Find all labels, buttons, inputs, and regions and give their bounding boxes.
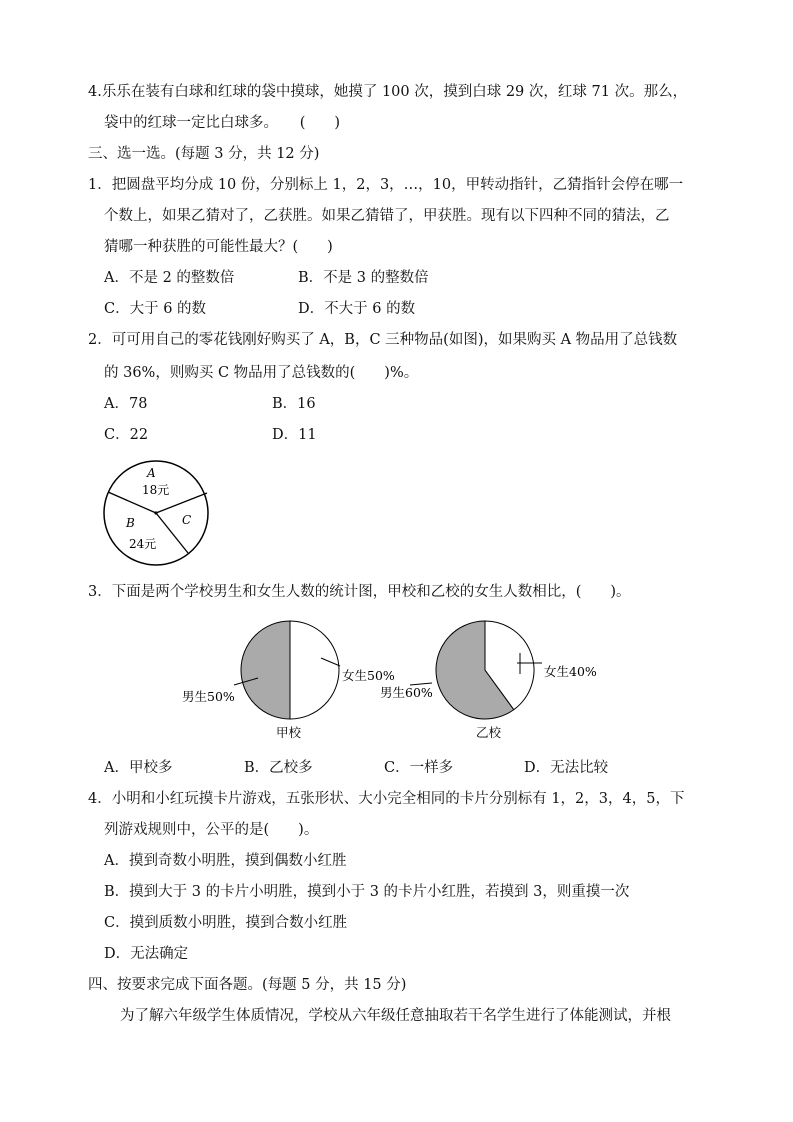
section3-title: 三、选一选。(每题 3 分，共 12 分)	[88, 146, 320, 162]
section4-title: 四、按要求完成下面各题。(每题 5 分，共 15 分)	[88, 977, 407, 993]
s3-q1-line1: 1．把圆盘平均分成 10 份，分别标上 1，2，3，…，10，甲转动指针，乙猜指针会停在哪一	[88, 177, 684, 193]
s3-q4-line1: 4．小明和小红玩摸卡片游戏，五张形状、大小完全相同的卡片分别标有 1，2，3，4，5，下	[88, 791, 685, 807]
s3-q2-line2: 的 36%，则购买 C 物品用了总钱数的( )%。	[104, 365, 419, 381]
sector-b-amount: 24元	[129, 537, 157, 551]
s3-q3-option-c: C．一样多	[384, 760, 454, 776]
school-pie-charts	[170, 618, 620, 746]
sector-c-label: C	[182, 513, 192, 527]
pie-jia-girls-slice	[290, 621, 339, 719]
s3-q2-option-d: D．11	[272, 427, 317, 443]
s3-q2-option-c: C．22	[104, 427, 149, 443]
s3-q4-option-a: A．摸到奇数小明胜，摸到偶数小红胜	[104, 853, 347, 869]
s3-q2-option-b: B．16	[272, 396, 316, 412]
pie-jia-boys-label: 男生50%	[182, 689, 235, 704]
s3-q1-line2: 个数上，如果乙猜对了，乙获胜。如果乙猜错了，甲获胜。现有以下四种不同的猜法，乙	[104, 208, 670, 224]
s3-q4-option-b: B．摸到大于 3 的卡片小明胜，摸到小于 3 的卡片小红胜，若摸到 3，则重摸一次	[104, 884, 630, 900]
sector-b-label: B	[126, 516, 135, 530]
pie-yi-girls-label: 女生40%	[544, 664, 597, 679]
s3-q3-option-b: B．乙校多	[244, 760, 313, 776]
pie-jia-title: 甲校	[276, 725, 302, 740]
s3-q4-line2: 列游戏规则中，公平的是( )。	[104, 822, 319, 838]
s3-q3-line1: 3．下面是两个学校男生和女生人数的统计图，甲校和乙校的女生人数相比，( )。	[88, 584, 631, 600]
section4-intro: 为了解六年级学生体质情况，学校从六年级任意抽取若干名学生进行了体能测试，并根	[120, 1008, 671, 1024]
s3-q1-option-c: C．大于 6 的数	[104, 301, 207, 317]
pie-chart-yi	[380, 621, 597, 740]
pie-chart-jia	[182, 621, 395, 740]
s3-q1-option-a: A．不是 2 的整数倍	[104, 270, 235, 286]
s3-q3-option-d: D．无法比较	[524, 760, 609, 776]
pie-jia-girls-label: 女生50%	[342, 668, 395, 683]
spending-circle-figure	[98, 458, 214, 570]
pie-yi-boys-label: 男生60%	[380, 685, 433, 700]
judge-q4-line1: 4.乐乐在装有白球和红球的袋中摸球，她摸了 100 次，摸到白球 29 次，红球 71 次。那么，	[88, 84, 688, 100]
pie-yi-title: 乙校	[476, 725, 502, 740]
sector-a-label: A	[147, 466, 156, 480]
center-dot	[154, 511, 157, 514]
pie-jia-boys-slice	[241, 621, 290, 719]
sector-a-amount: 18元	[142, 483, 170, 497]
s3-q4-option-d: D．无法确定	[104, 946, 189, 962]
s3-q2-line1: 2．可可用自己的零花钱刚好购买了 A，B，C 三种物品(如图)，如果购买 A 物品用了总钱数	[88, 332, 678, 348]
s3-q4-option-c: C．摸到质数小明胜，摸到合数小红胜	[104, 915, 348, 931]
s3-q1-option-d: D．不大于 6 的数	[298, 301, 416, 317]
s3-q2-option-a: A．78	[104, 396, 148, 412]
s3-q1-option-b: B．不是 3 的整数倍	[298, 270, 429, 286]
s3-q1-line3: 猜哪一种获胜的可能性最大？( )	[104, 239, 333, 255]
s3-q3-option-a: A．甲校多	[104, 760, 173, 776]
judge-q4-line2: 袋中的红球一定比白球多。 ( )	[104, 115, 341, 131]
